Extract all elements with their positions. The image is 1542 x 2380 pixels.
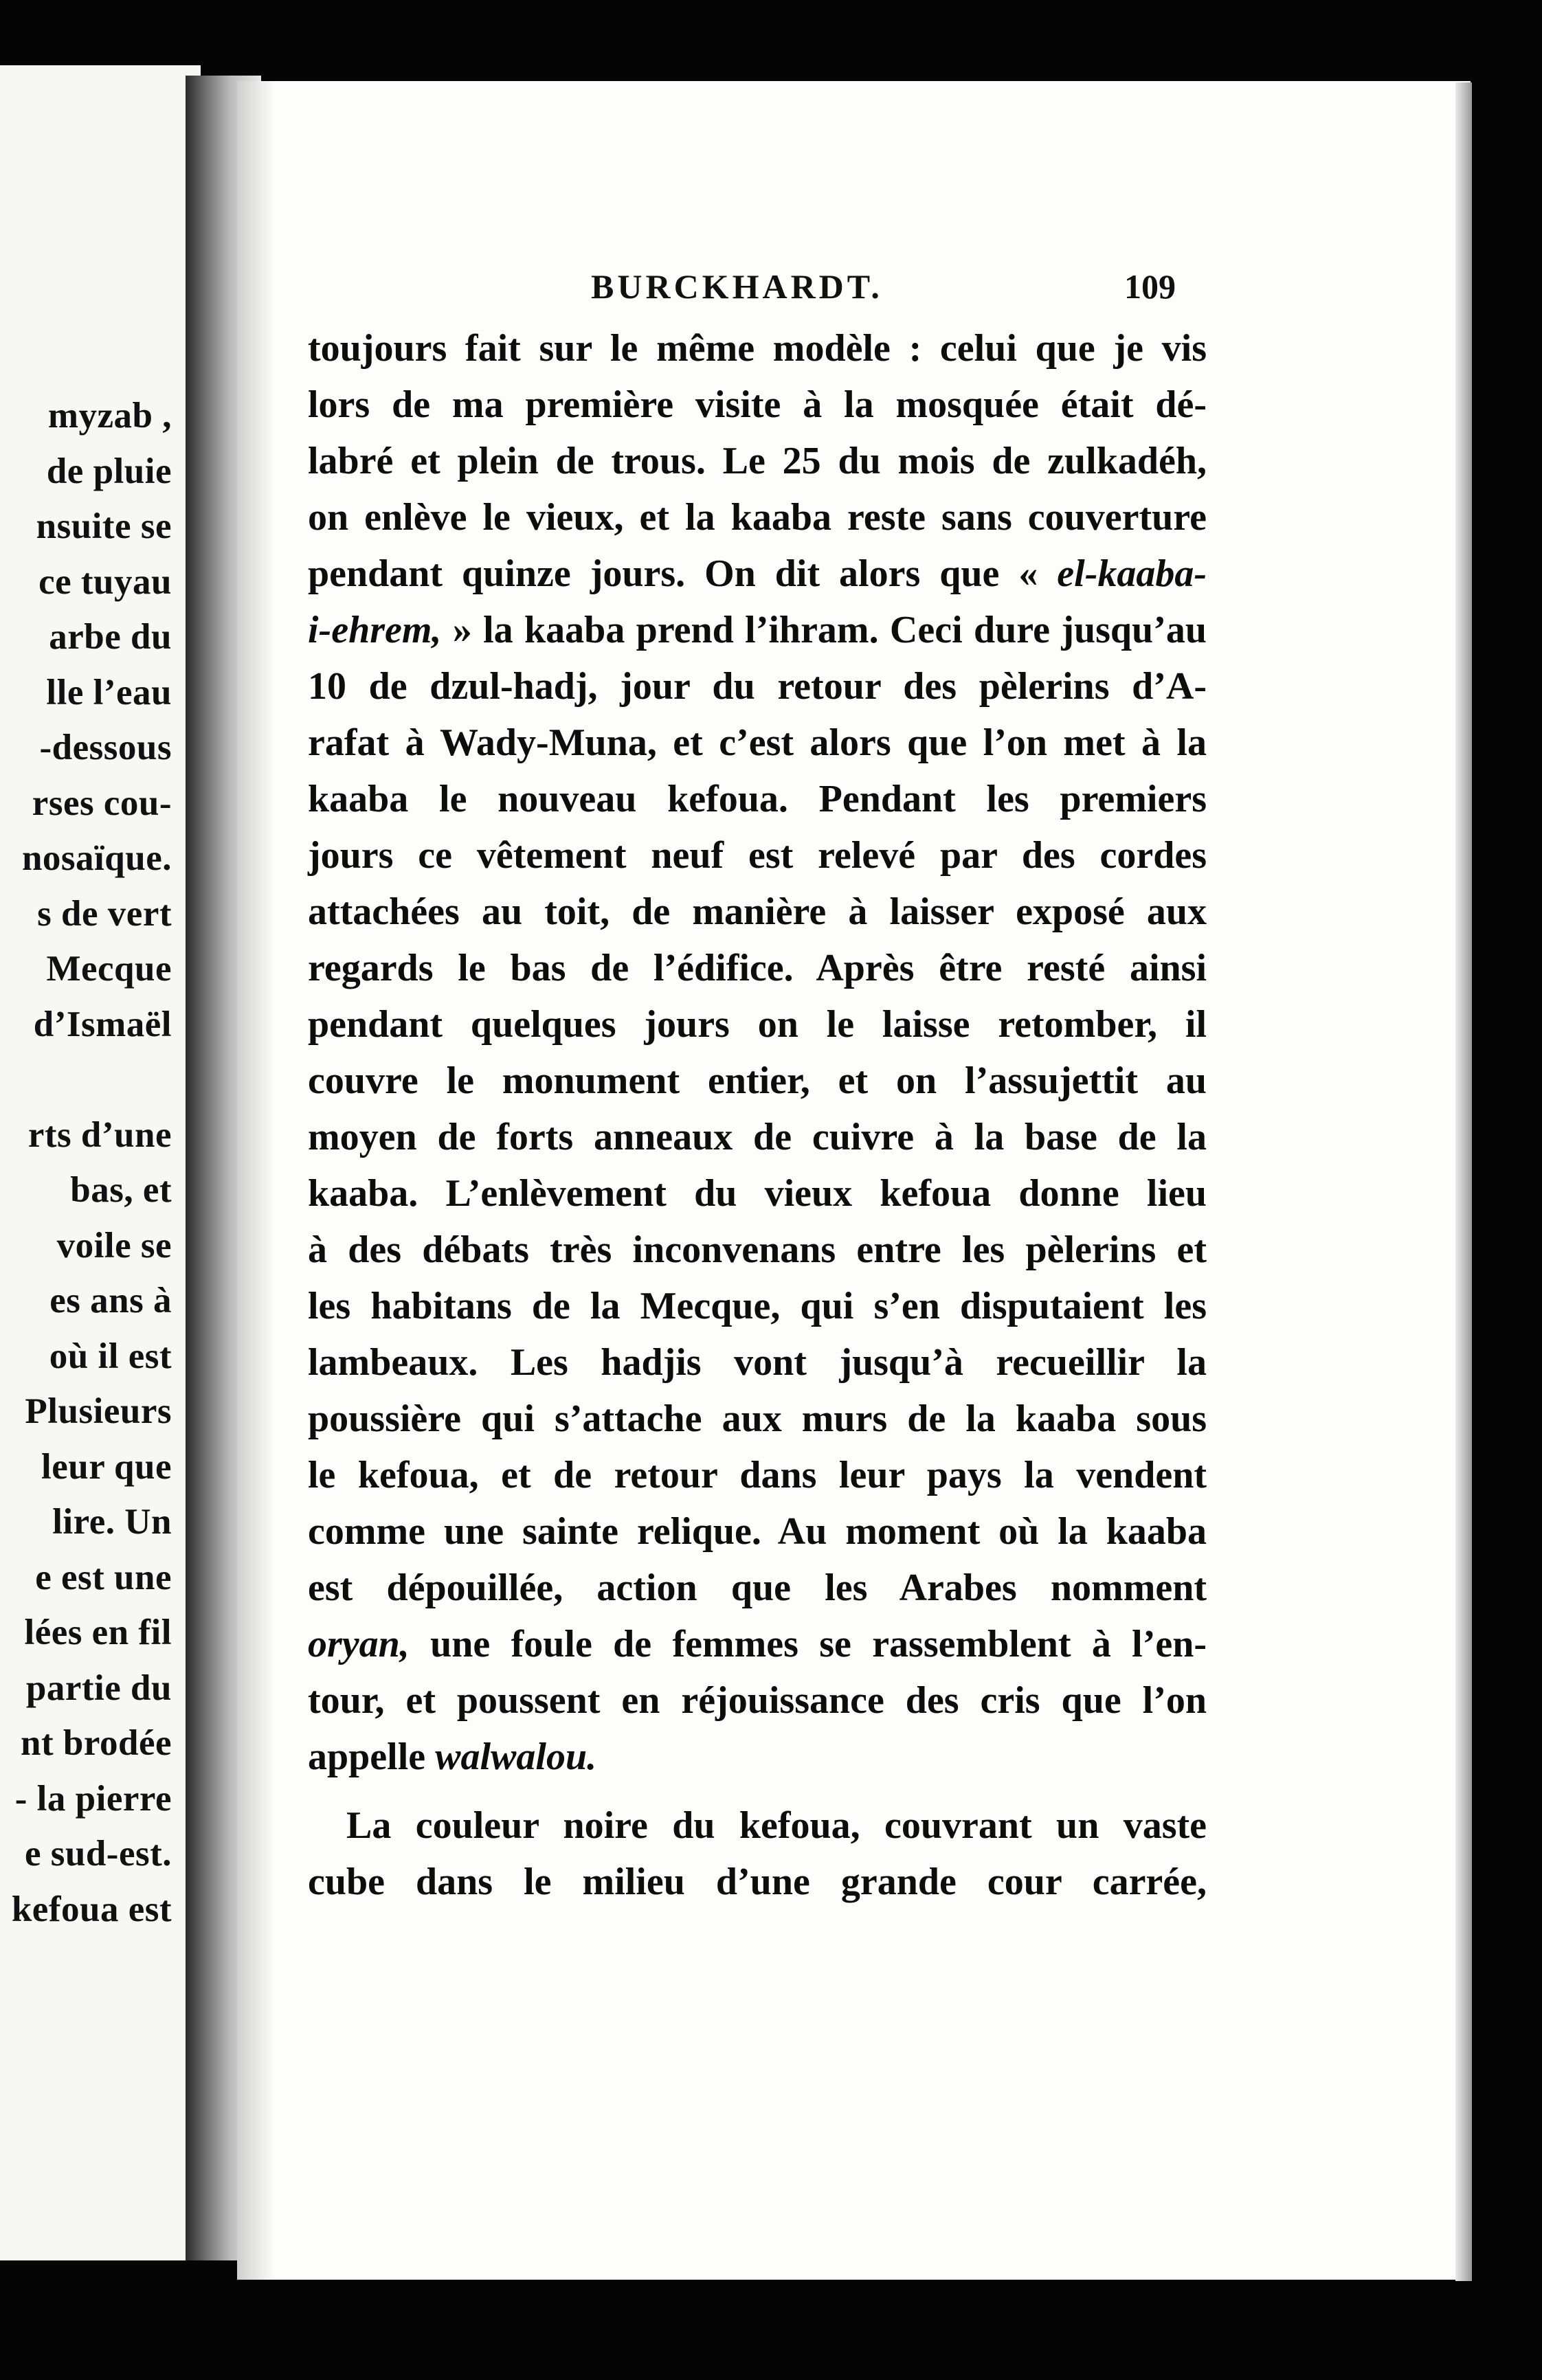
text-segment: rafat à Wady-Muna, et c’est alors que l’on met à la bbox=[308, 721, 1207, 764]
previous-page-line: rses cou- bbox=[32, 783, 172, 823]
text-segment: jours ce vêtement neuf est relevé par des cordes bbox=[308, 834, 1207, 877]
text-line bbox=[308, 658, 1207, 715]
text-segment: La couleur noire du kefoua, couvrant un vaste bbox=[346, 1804, 1207, 1847]
text-segment: regards le bas de l’édifice. Après être resté ainsi bbox=[308, 947, 1207, 989]
previous-page-line: es ans à bbox=[49, 1281, 172, 1321]
previous-page-line: kefoua est bbox=[11, 1889, 172, 1929]
italic-term: walwalou. bbox=[435, 1736, 597, 1778]
text-segment: à des débats très inconvenans entre les pèlerins et bbox=[308, 1228, 1207, 1271]
previous-page-line: nsuite se bbox=[36, 506, 172, 546]
text-line bbox=[308, 1672, 1207, 1729]
italic-term: i-ehrem, bbox=[308, 609, 442, 651]
text-segment: labré et plein de trous. Le 25 du mois de zulkadéh, bbox=[308, 440, 1207, 482]
text-segment: moyen de forts anneaux de cuivre à la base de la bbox=[308, 1116, 1207, 1158]
text-line bbox=[308, 546, 1207, 602]
previous-page-line: e sud-est. bbox=[24, 1834, 172, 1874]
text-segment: attachées au toit, de manière à laisser exposé aux bbox=[308, 890, 1207, 933]
text-line bbox=[308, 827, 1207, 884]
text-line bbox=[308, 884, 1207, 940]
previous-page-line: Mecque bbox=[46, 949, 172, 989]
previous-page-line: lées en fil bbox=[24, 1613, 172, 1652]
text-line bbox=[308, 1797, 1207, 1854]
text-segment: le kefoua, et de retour dans leur pays la vendent bbox=[308, 1454, 1207, 1496]
text-line bbox=[308, 996, 1207, 1053]
previous-page-line: nosaïque. bbox=[21, 838, 172, 878]
previous-page-line: lle l’eau bbox=[46, 672, 172, 712]
previous-page-line: ce tuyau bbox=[38, 561, 172, 602]
text-line bbox=[308, 320, 1207, 377]
text-segment: pendant quelques jours on le laisse retomber, il bbox=[308, 1003, 1207, 1046]
text-segment: pendant quinze jours. On dit alors que « bbox=[308, 552, 1058, 595]
text-segment: kaaba. L’enlèvement du vieux kefoua donne lieu bbox=[308, 1172, 1207, 1215]
text-line bbox=[308, 433, 1207, 489]
text-line bbox=[308, 1053, 1207, 1109]
text-segment: une foule de femmes se rassemblent à l’en- bbox=[409, 1623, 1207, 1665]
previous-page-line: rts d’une bbox=[27, 1114, 172, 1155]
text-line bbox=[308, 940, 1207, 996]
text-segment: cube dans le milieu d’une grande cour carrée, bbox=[308, 1861, 1207, 1903]
text-segment: lambeaux. Les hadjis vont jusqu’à recueillir la bbox=[308, 1341, 1207, 1384]
text-segment: appelle bbox=[308, 1736, 436, 1778]
text-segment: est dépouillée, action que les Arabes nomment bbox=[308, 1567, 1207, 1609]
italic-term: oryan, bbox=[308, 1623, 410, 1665]
page-edge bbox=[1455, 82, 1472, 2281]
previous-page-text bbox=[0, 388, 172, 1937]
text-segment: les habitans de la Mecque, qui s’en disputaient les bbox=[308, 1285, 1207, 1327]
text-line bbox=[308, 602, 1207, 658]
previous-page-line: myzab , bbox=[47, 396, 172, 436]
previous-page-line: nt brodée bbox=[21, 1723, 172, 1763]
text-line bbox=[308, 1447, 1207, 1503]
text-segment: lors de ma première visite à la mosquée était dé- bbox=[308, 383, 1207, 426]
previous-page-line: s de vert bbox=[37, 893, 172, 934]
previous-page bbox=[0, 65, 201, 2260]
previous-page-line: lire. Un bbox=[52, 1502, 172, 1542]
previous-page-line: partie du bbox=[25, 1668, 172, 1708]
text-line bbox=[308, 1854, 1207, 1910]
text-line bbox=[308, 1560, 1207, 1616]
text-segment: on enlève le vieux, et la kaaba reste sans couverture bbox=[308, 496, 1207, 539]
italic-term: el-kaaba- bbox=[1057, 552, 1207, 595]
text-segment: toujours fait sur le même modèle : celui que je vis bbox=[308, 327, 1207, 370]
text-line bbox=[308, 715, 1207, 771]
previous-page-line: - la pierre bbox=[14, 1778, 172, 1819]
text-line bbox=[308, 1278, 1207, 1334]
text-line bbox=[308, 771, 1207, 827]
previous-page-line: bas, et bbox=[70, 1170, 172, 1210]
previous-page-line: où il est bbox=[49, 1336, 172, 1376]
text-segment: tour, et poussent en réjouissance des cris que l’on bbox=[308, 1679, 1207, 1722]
text-line bbox=[308, 377, 1207, 433]
text-segment: couvre le monument entier, et on l’assujettit au bbox=[308, 1059, 1207, 1102]
running-title: BURCKHARDT. bbox=[591, 267, 883, 306]
text-line bbox=[308, 1616, 1207, 1672]
text-segment: » la kaaba prend l’ihram. Ceci dure jusqu’au bbox=[441, 609, 1207, 651]
text-line bbox=[308, 1729, 1207, 1785]
previous-page-line: voile se bbox=[56, 1225, 172, 1266]
previous-page-line: e est une bbox=[35, 1557, 172, 1597]
text-line bbox=[308, 1391, 1207, 1447]
previous-page-line: -dessous bbox=[39, 728, 172, 767]
text-line bbox=[308, 1165, 1207, 1222]
text-segment: poussière qui s’attache aux murs de la kaaba sous bbox=[308, 1397, 1207, 1440]
page-gutter bbox=[237, 81, 275, 2280]
text-segment: kaaba le nouveau kefoua. Pendant les premiers bbox=[308, 778, 1207, 820]
previous-page-line: leur que bbox=[41, 1446, 172, 1487]
previous-page-line: d’Ismaël bbox=[33, 1004, 172, 1044]
previous-page-line: de pluie bbox=[46, 451, 172, 491]
text-segment: comme une sainte relique. Au moment où la kaaba bbox=[308, 1510, 1207, 1553]
page-body bbox=[308, 320, 1207, 1910]
previous-page-line: arbe du bbox=[49, 617, 172, 657]
text-line bbox=[308, 1334, 1207, 1391]
text-line bbox=[308, 489, 1207, 546]
text-line bbox=[308, 1222, 1207, 1278]
previous-page-line bbox=[0, 1052, 172, 1108]
previous-page-line: Plusieurs bbox=[25, 1391, 172, 1431]
text-segment: 10 de dzul-hadj, jour du retour des pèlerins d’A- bbox=[308, 665, 1207, 708]
text-line bbox=[308, 1109, 1207, 1165]
text-line bbox=[308, 1503, 1207, 1560]
page-number: 109 bbox=[1124, 267, 1176, 306]
